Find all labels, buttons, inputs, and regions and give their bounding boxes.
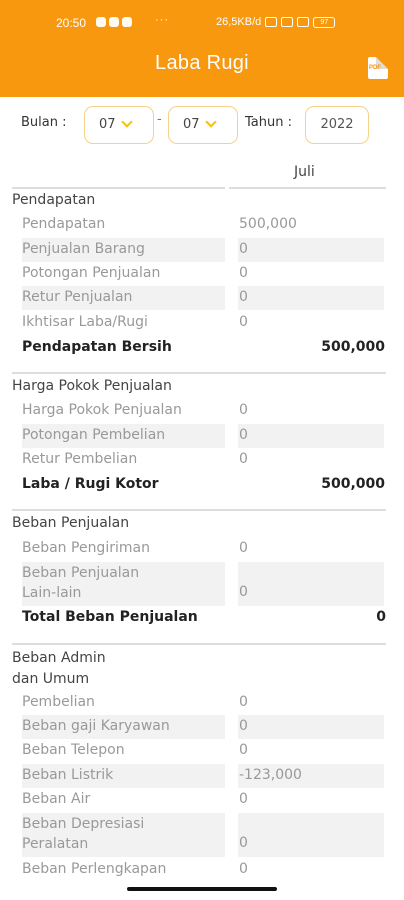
gesture-bar[interactable]: [127, 887, 277, 891]
row-label: Potongan Penjualan: [22, 265, 161, 281]
table-row: [0, 213, 404, 237]
row-value: 0: [239, 861, 248, 877]
row-value: 0: [239, 402, 248, 418]
table-row: [0, 311, 404, 335]
table-row: [0, 399, 404, 423]
row-value: 0: [239, 427, 248, 443]
month-from-select[interactable]: [84, 106, 154, 144]
telegram-icon: [109, 17, 119, 27]
battery-icon: 97: [313, 17, 335, 28]
row-label: Potongan Pembelian: [22, 427, 166, 443]
table-row: [0, 238, 404, 262]
row-label-line1: Beban Depresiasi: [22, 816, 145, 832]
chevron-down-icon: [205, 116, 216, 127]
row-label: Ikhtisar Laba/Rugi: [22, 314, 148, 330]
notification-icons: [96, 17, 132, 27]
row-bg: [238, 715, 384, 739]
row-value: 0: [239, 241, 248, 257]
row-value: 0: [239, 314, 248, 330]
row-label: Beban Pengiriman: [22, 540, 150, 556]
row-value: 0: [239, 718, 248, 734]
table-row: [0, 448, 404, 472]
total-label: Pendapatan Bersih: [22, 339, 172, 355]
messenger-icon: [122, 17, 132, 27]
more-notifications: ···: [155, 14, 169, 26]
row-value: 0: [239, 584, 248, 600]
section-pendapatan: Pendapatan: [12, 192, 96, 208]
divider: [12, 187, 225, 189]
row-value: 0: [239, 791, 248, 807]
row-label: Pembelian: [22, 694, 95, 710]
total-value: 500,000: [321, 339, 385, 355]
row-value: 0: [239, 835, 248, 851]
row-label-line1: Beban Penjualan: [22, 565, 140, 581]
row-label: Penjualan Barang: [22, 241, 145, 257]
status-right: [216, 16, 335, 28]
month-to-value: 07: [183, 117, 200, 132]
chevron-down-icon: [121, 116, 132, 127]
row-label-line2: Peralatan: [22, 836, 89, 852]
row-bg: [238, 424, 384, 448]
total-value: 0: [376, 609, 386, 625]
row-bg: [238, 238, 384, 262]
row-value: 500,000: [239, 216, 297, 232]
table-row: [0, 424, 404, 448]
row-value: 0: [239, 289, 248, 305]
status-time: 20:50: [56, 16, 87, 30]
section-beban-admin: [12, 648, 106, 690]
table-row: [0, 286, 404, 310]
row-label: Beban Perlengkapan: [22, 861, 167, 877]
table-row: [0, 691, 404, 715]
table-row: [0, 562, 404, 606]
row-value: 0: [239, 265, 248, 281]
divider: [229, 187, 386, 189]
row-bg: [238, 286, 384, 310]
table-row: [0, 262, 404, 286]
total-label: Total Beban Penjualan: [22, 609, 198, 625]
row-label: Beban Air: [22, 791, 91, 807]
section-hpp: Harga Pokok Penjualan: [12, 378, 172, 394]
row-label: Harga Pokok Penjualan: [22, 402, 182, 418]
row-value: 0: [239, 742, 248, 758]
status-bar: [0, 14, 404, 34]
bulan-label: Bulan :: [21, 115, 67, 130]
network-speed: 26,5KB/d: [216, 16, 262, 28]
row-value: 0: [239, 451, 248, 467]
row-value: -123,000: [239, 767, 302, 783]
month-to-select[interactable]: [168, 106, 238, 144]
total-label: Laba / Rugi Kotor: [22, 476, 159, 492]
table-row: [0, 858, 404, 882]
table-row: [0, 788, 404, 812]
whatsapp-icon: [96, 17, 106, 27]
table-row: [0, 739, 404, 763]
month-from-value: 07: [99, 117, 116, 132]
sim-icon: [265, 17, 277, 27]
table-row: [0, 537, 404, 561]
total-value: 500,000: [321, 476, 385, 492]
wifi-icon: [297, 17, 309, 27]
row-label: Retur Penjualan: [22, 289, 133, 305]
row-label: Retur Pembelian: [22, 451, 138, 467]
divider: [12, 372, 386, 374]
divider: [12, 509, 386, 511]
pdf-icon[interactable]: [368, 57, 388, 79]
row-label-line2: Lain-lain: [22, 585, 82, 601]
row-label: [22, 814, 144, 854]
divider: [12, 643, 386, 645]
year-input[interactable]: 2022: [305, 106, 369, 144]
row-value: 0: [239, 540, 248, 556]
section-beban-penjualan: Beban Penjualan: [12, 515, 130, 531]
signal-icon: [281, 17, 293, 27]
row-value: 0: [239, 694, 248, 710]
row-label: Beban Listrik: [22, 767, 114, 783]
table-row: [0, 715, 404, 739]
pdf-label: PDF: [369, 65, 381, 71]
section-title-line1: Beban Admin: [12, 650, 106, 666]
row-bg: [238, 813, 384, 857]
table-row: [0, 764, 404, 788]
row-label: [22, 563, 139, 603]
app-bar: [0, 0, 404, 97]
table-row: [0, 813, 404, 857]
row-label: Pendapatan: [22, 216, 106, 232]
period-filter: [0, 104, 404, 144]
page-title: Laba Rugi: [155, 52, 249, 74]
row-label: Beban Telepon: [22, 742, 125, 758]
tahun-label: Tahun :: [245, 115, 292, 130]
row-bg: [238, 562, 384, 606]
section-title-line2: dan Umum: [12, 671, 90, 687]
column-header-month: Juli: [294, 164, 315, 180]
range-separator: -: [157, 112, 162, 127]
row-label: Beban gaji Karyawan: [22, 718, 170, 734]
